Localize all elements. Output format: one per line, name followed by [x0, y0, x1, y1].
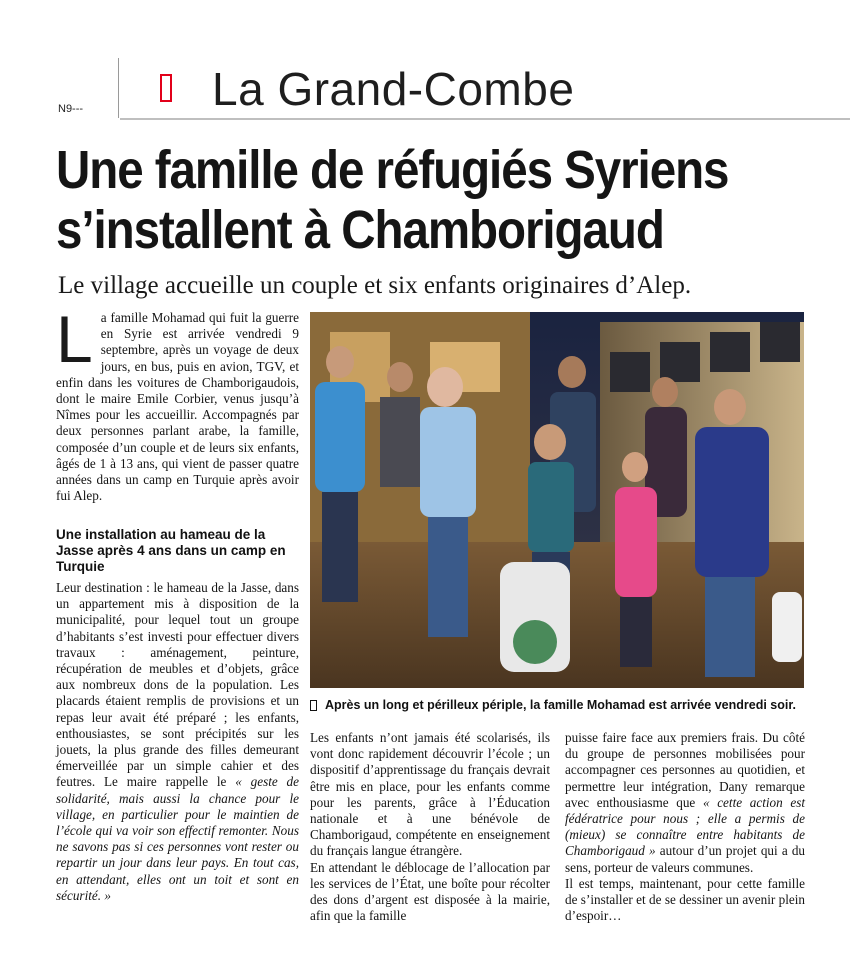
headline-line-1: Une famille de réfugiés Syriens — [56, 140, 729, 200]
article-photo — [310, 312, 804, 688]
section-marker-icon — [160, 74, 172, 102]
photo-caption — [310, 698, 804, 712]
column-2-paragraph-2: En attendant le déblocage de l’allocation par les services de l’État, une boîte pour récolter des dons d’argent est disposée à la mairie, afin que la famille — [310, 859, 550, 924]
caption-marker-icon — [310, 700, 317, 711]
page-reference: N9--- — [58, 103, 84, 115]
photo-illustration — [310, 312, 804, 688]
header-divider-vertical — [118, 58, 119, 118]
column-1-paragraph — [56, 580, 299, 904]
mayor-quote: « geste de solidarité, mais aussi la chance pour le village, en particulier pour le maintien de l’école qui va voir son effectif remonter. Nous ne savons pas si ces personnes vont rester ou repartir un jour dans leur pays. En tout cas, en attendant, elles ont un toit et sont en sécurité. » — [56, 774, 300, 903]
column-3-text-b: autour d’un projet qui a du sens, porteur de valeurs communes. — [565, 843, 806, 875]
drop-cap: L — [56, 302, 93, 376]
column-2-paragraph-1: Les enfants n’ont jamais été scolarisés, ils vont donc rapidement découvrir l’école ; un dispositif d’apprentissage du français devrait être mis en place, pour les enfants comme pour les parents, grâce à l’Éducation nationale et à une bénévole de Chamborigaud, compétente en enseignement du français langue étrangère. — [310, 730, 550, 859]
column-1-body: Leur destination : le hameau de la Jasse, dans un appartement mis à disposition de la municipalité, pour lequel tout un groupe d’habitants s’est investi pour effectuer divers travaux : aménagement, peinture, récupération de meubles et d’objets, grâce aux nombreux dons de la population. Les placards étaient remplis de provisions et un repas leur avait été préparé ; les enfants, enthousiastes, se sont précipités sur les jouets, la plus grande des filles demeurant émerveillée par un simple cahier et des feutres. Le maire rappelle le — [56, 580, 299, 790]
lead-paragraph: a famille Mohamad qui fuit la guerre en Syrie est arrivée vendredi 9 septembre, après un voyage de deux jours, en bus, puis en avion, TGV, et enfin dans les voitures de Chamborigaudois, dont le maire Emile Corbier, venus jusqu’à Nîmes pour les accueillir. Accompagnés par deux personnes parlant arabe, la famille, composée d’un couple et de leurs six enfants, âgés de 1 à 13 ans, qui vient de passer quatre années dans un camp en Turquie après avoir fui Alep. — [56, 310, 299, 504]
subheadline: Le village accueille un couple et six enfants originaires d’Alep. — [58, 272, 692, 299]
headline-line-2: s’installent à Chamborigaud — [56, 200, 664, 260]
column-3-paragraph-1 — [565, 730, 805, 876]
section-title: La Grand-Combe — [212, 63, 575, 115]
article-column-2 — [310, 730, 550, 924]
article-column-1 — [56, 580, 299, 904]
header-divider-horizontal — [120, 118, 850, 120]
intertitle: Une installation au hameau de la Jasse après 4 ans dans un camp en Turquie — [56, 527, 286, 574]
headline — [56, 140, 751, 260]
article-column-3 — [565, 730, 805, 924]
column-3-paragraph-2: Il est temps, maintenant, pour cette famille de s’installer et de se dessiner un avenir plein d’espoir… — [565, 875, 805, 924]
column-3-text-a: puisse faire face aux premiers frais. Du côté du groupe de personnes mobilisées pour accompagner ces personnes au quotidien, et permettre leur intégration, Dany remarque avec enthousiasme que — [565, 730, 805, 810]
dany-quote: « cette action est fédératrice pour nous ; elle a permis de (mieux) se connaître entre habitants de Chamborigaud » — [565, 794, 806, 859]
article-lead — [56, 302, 299, 504]
caption-text: Après un long et périlleux périple, la famille Mohamad est arrivée vendredi soir. — [325, 698, 796, 712]
